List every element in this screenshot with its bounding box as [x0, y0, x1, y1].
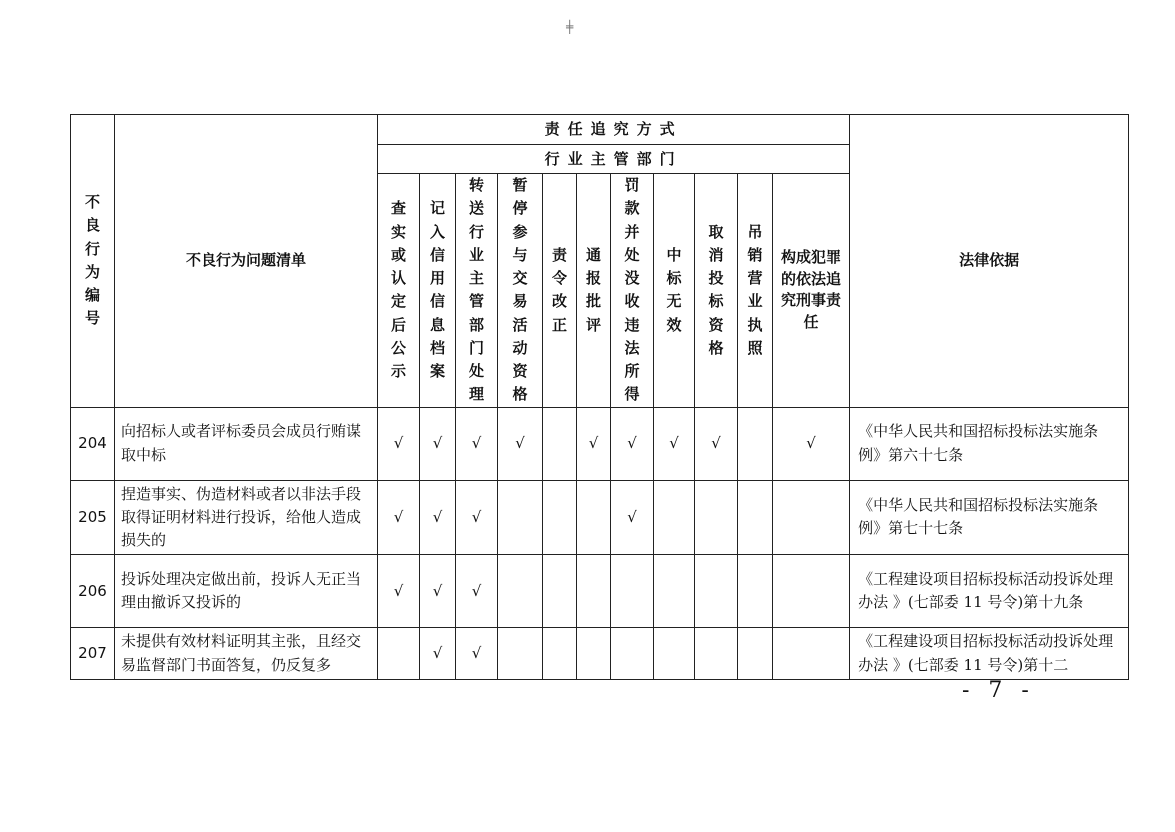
row-check — [738, 628, 773, 680]
row-check — [577, 628, 611, 680]
page-number: - 7 - — [962, 678, 1035, 703]
header-group-main: 责任追究方式 — [544, 120, 683, 139]
header-sub-col-cell — [654, 174, 695, 408]
row-check — [773, 480, 850, 555]
row-law: 《工程建设项目招标投标活动投诉处理办法 》(七部委 11 号令)第十九条 — [850, 555, 1129, 628]
check-mark-icon: √ — [420, 480, 456, 555]
row-check — [498, 555, 543, 628]
header-sub-col-cell — [695, 174, 738, 408]
row-check — [543, 480, 577, 555]
check-mark-icon: √ — [695, 407, 738, 480]
row-description: 捏造事实、伪造材料或者以非法手段取得证明材料进行投诉，给他人造成损失的 — [115, 480, 378, 555]
row-description: 未提供有效材料证明其主张，且经交易监督部门书面答复，仍反复多 — [115, 628, 378, 680]
table-row — [71, 628, 1129, 680]
header-sub-col-cell — [378, 174, 420, 408]
header-number-cell — [71, 115, 115, 408]
header-sub-col: 责令改正 — [551, 245, 567, 334]
row-check — [654, 555, 695, 628]
check-mark-icon: √ — [420, 628, 456, 680]
header-sub-col-cell — [738, 174, 773, 408]
check-mark-icon: √ — [577, 407, 611, 480]
table-row — [71, 480, 1129, 555]
row-check — [738, 407, 773, 480]
header-sub-col: 通报批评 — [585, 245, 601, 334]
header-sub-col: 取消投标资格 — [708, 222, 724, 357]
header-sub-col-cell — [498, 174, 543, 408]
header-sub-col: 构成犯罪的依法追究刑事责任 — [781, 247, 842, 331]
check-mark-icon: √ — [654, 407, 695, 480]
row-check — [543, 628, 577, 680]
check-mark-icon: √ — [611, 407, 654, 480]
row-law: 《工程建设项目招标投标活动投诉处理办法 》(七部委 11 号令)第十二 — [850, 628, 1129, 680]
table-row — [71, 555, 1129, 628]
row-check — [654, 628, 695, 680]
row-check — [738, 480, 773, 555]
check-mark-icon: √ — [456, 555, 498, 628]
header-list-cell — [115, 115, 378, 408]
header-sub-col: 转送行业主管部门处理 — [468, 176, 484, 404]
table-row — [71, 407, 1129, 480]
header-law-cell — [850, 115, 1129, 408]
scan-mark: ╪ — [566, 20, 574, 34]
check-mark-icon: √ — [456, 407, 498, 480]
header-group-main-cell — [378, 115, 850, 145]
row-check — [378, 628, 420, 680]
header-sub-col-cell — [420, 174, 456, 408]
header-sub-col-cell — [577, 174, 611, 408]
header-sub-col: 中标无效 — [666, 245, 682, 334]
header-sub-col: 吊销营业执照 — [747, 222, 763, 357]
header-law: 法律依据 — [959, 251, 1020, 270]
check-mark-icon: √ — [611, 480, 654, 555]
row-check — [543, 407, 577, 480]
row-check — [577, 555, 611, 628]
header-sub-col-cell — [611, 174, 654, 408]
header-number: 不良行为编号 — [84, 193, 100, 328]
row-law: 《中华人民共和国招标投标法实施条例》第七十七条 — [850, 480, 1129, 555]
check-mark-icon: √ — [378, 555, 420, 628]
check-mark-icon: √ — [420, 407, 456, 480]
row-description: 向招标人或者评标委员会成员行贿谋取中标 — [115, 407, 378, 480]
check-mark-icon: √ — [498, 407, 543, 480]
row-code: 204 — [71, 407, 115, 480]
row-law: 《中华人民共和国招标投标法实施条例》第六十七条 — [850, 407, 1129, 480]
header-sub-col: 暂停参与交易活动资格 — [512, 176, 528, 404]
row-check — [611, 628, 654, 680]
row-code: 206 — [71, 555, 115, 628]
header-sub-col: 查实或认定后公示 — [390, 199, 406, 380]
row-check — [498, 480, 543, 555]
row-check — [654, 480, 695, 555]
row-code: 207 — [71, 628, 115, 680]
row-check — [577, 480, 611, 555]
row-check — [738, 555, 773, 628]
check-mark-icon: √ — [420, 555, 456, 628]
bad-behavior-table — [70, 114, 1129, 680]
header-group-sub-cell — [378, 145, 850, 174]
row-check — [695, 555, 738, 628]
row-code: 205 — [71, 480, 115, 555]
row-check — [611, 555, 654, 628]
header-list: 不良行为问题清单 — [185, 251, 306, 270]
row-check — [695, 480, 738, 555]
row-check — [773, 628, 850, 680]
header-sub-col-cell — [543, 174, 577, 408]
row-check — [498, 628, 543, 680]
row-check — [543, 555, 577, 628]
header-sub-col: 记入信用信息档案 — [429, 199, 445, 380]
row-description: 投诉处理决定做出前，投诉人无正当理由撤诉又投诉的 — [115, 555, 378, 628]
header-sub-col: 罚款并处没收违法所得 — [624, 176, 640, 404]
check-mark-icon: √ — [456, 480, 498, 555]
row-check — [773, 555, 850, 628]
header-sub-col-cell — [773, 174, 850, 408]
header-group-sub: 行业主管部门 — [544, 149, 683, 168]
row-check — [695, 628, 738, 680]
check-mark-icon: √ — [773, 407, 850, 480]
check-mark-icon: √ — [378, 407, 420, 480]
check-mark-icon: √ — [456, 628, 498, 680]
header-sub-col-cell — [456, 174, 498, 408]
check-mark-icon: √ — [378, 480, 420, 555]
